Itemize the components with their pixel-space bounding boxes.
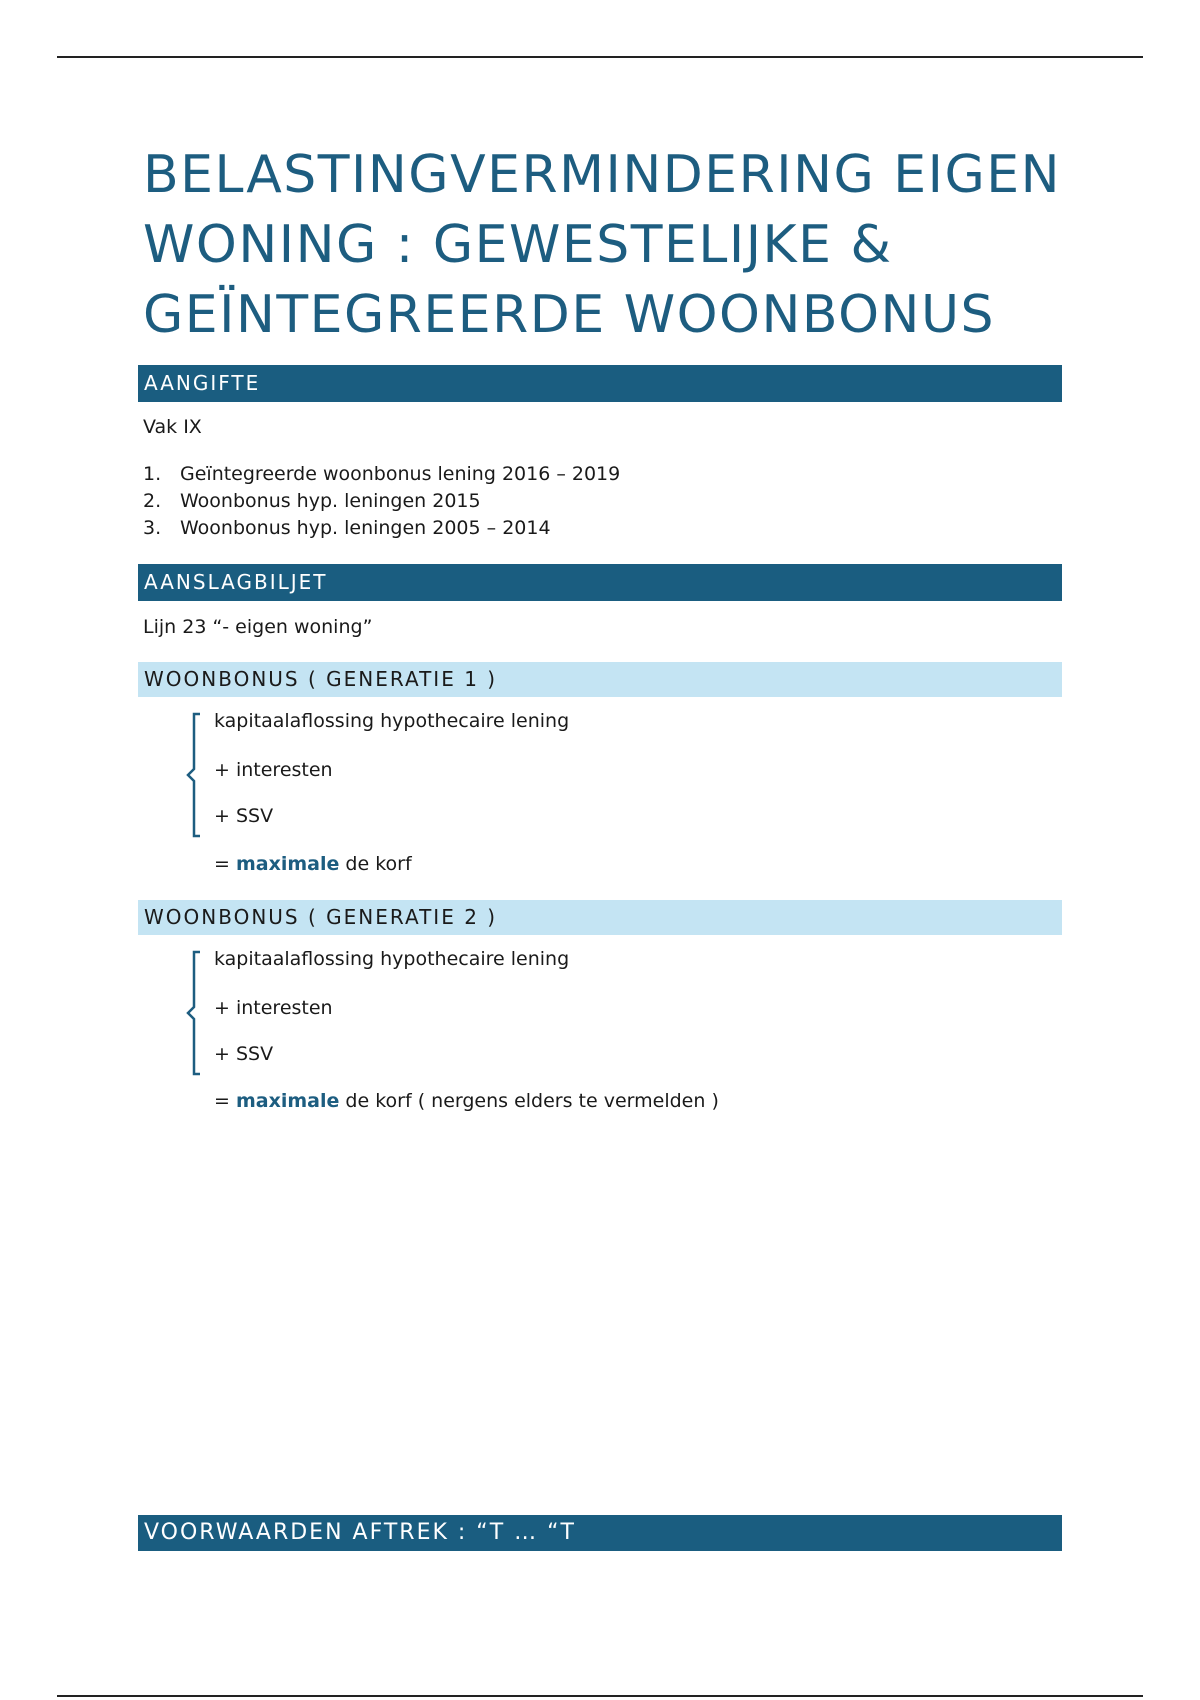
list-item: 2. Woonbonus hyp. leningen 2015 (143, 490, 481, 512)
curly-brace-icon (183, 950, 203, 1076)
page-title (143, 140, 1083, 350)
section-heading-aanslagbiljet: AANSLAGBILJET (138, 564, 1062, 601)
gen1-result: = maximale de korf (214, 853, 412, 875)
section-heading-voorwaarden: VOORWAARDEN AFTREK : “T … “T (138, 1515, 1062, 1551)
gen2-line-kapitaalaflossing: kapitaalaflossing hypothecaire lening (214, 948, 570, 970)
vak-label: Vak IX (143, 416, 202, 438)
gen1-line-ssv: + SSV (214, 805, 274, 827)
gen2-line-ssv: + SSV (214, 1043, 274, 1065)
list-item: 3. Woonbonus hyp. leningen 2005 – 2014 (143, 517, 551, 539)
gen1-result-emphasis: maximale (235, 853, 340, 875)
gen1-line-interesten: + interesten (214, 759, 333, 781)
curly-brace-icon (183, 712, 203, 838)
gen2-result: = maximale de korf ( nergens elders te vermelden ) (214, 1090, 719, 1112)
section-heading-generatie-1: WOONBONUS ( GENERATIE 1 ) (138, 662, 1062, 697)
gen2-result-emphasis: maximale (235, 1090, 340, 1112)
bottom-rule (57, 1695, 1143, 1697)
gen1-line-kapitaalaflossing: kapitaalaflossing hypothecaire lening (214, 710, 570, 732)
aangifte-list (143, 461, 620, 542)
gen2-line-interesten: + interesten (214, 997, 333, 1019)
top-rule (57, 56, 1143, 58)
section-heading-generatie-2: WOONBONUS ( GENERATIE 2 ) (138, 900, 1062, 935)
list-item: 1. Geïntegreerde woonbonus lening 2016 – 2019 (143, 463, 621, 485)
title-line-1: BELASTINGVERMINDERING EIGEN (143, 145, 1062, 205)
title-line-3: GEÏNTEGREERDE WOONBONUS (143, 285, 996, 345)
lijn-23-text: Lijn 23 “- eigen woning” (143, 616, 373, 638)
section-heading-aangifte: AANGIFTE (138, 365, 1062, 402)
title-line-2: WONING : GEWESTELIJKE & (143, 215, 893, 275)
